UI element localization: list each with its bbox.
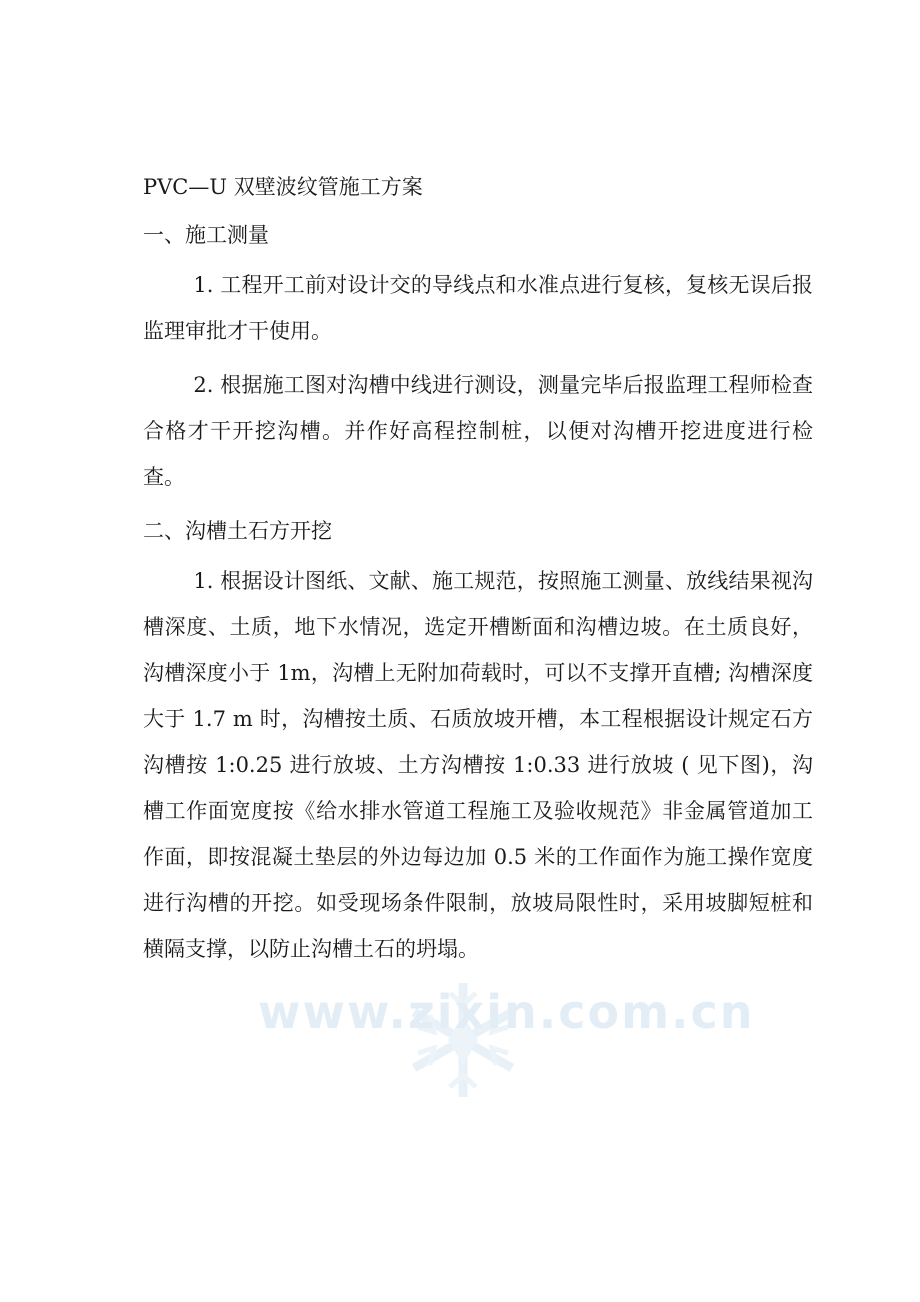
paragraph: 1. 工程开工前对设计交的导线点和水准点进行复核，复核无误后报监理审批才干使用。 <box>143 273 813 343</box>
watermark-text: www.zixin.com.cn <box>258 985 755 1039</box>
section-heading: 二、沟槽土石方开挖 <box>143 519 332 543</box>
document-body <box>143 164 813 980</box>
paragraph: 1. 根据设计图纸、文献、施工规范，按照施工测量、放线结果视沟槽深度、土质，地下水情况，选定开槽断面和沟槽边坡。在土质良好，沟槽深度小于 1m，沟槽上无附加荷载时，可以不支撑开直槽; 沟槽深度大于 1.7 m 时，沟槽按土质、石质放坡开槽，本工程根据设计规定石方沟槽按 1:0.25 进行放坡、土方沟槽按 1:0.33 进行放坡 ( 见下图)，沟槽工作面宽度按《给水排水管道工程施工及验收规范》非金属管道加工作面，即按混凝土垫层的外边每边加 0.5 米的工作面作为施工操作宽度进行沟槽的开挖。如受现场条件限制，放坡局限性时，采用坡脚短桩和横隔支撑，以防止沟槽土石的坍塌。 <box>143 569 813 961</box>
section-heading: 一、施工测量 <box>143 223 269 247</box>
watermark <box>258 975 755 1125</box>
paragraph: 2. 根据施工图对沟槽中线进行测设，测量完毕后报监理工程师检查合格才干开挖沟槽。并作好高程控制桩，以便对沟槽开挖进度进行检查。 <box>143 373 813 489</box>
document-title: PVC—U 双壁波纹管施工方案 <box>143 175 423 199</box>
